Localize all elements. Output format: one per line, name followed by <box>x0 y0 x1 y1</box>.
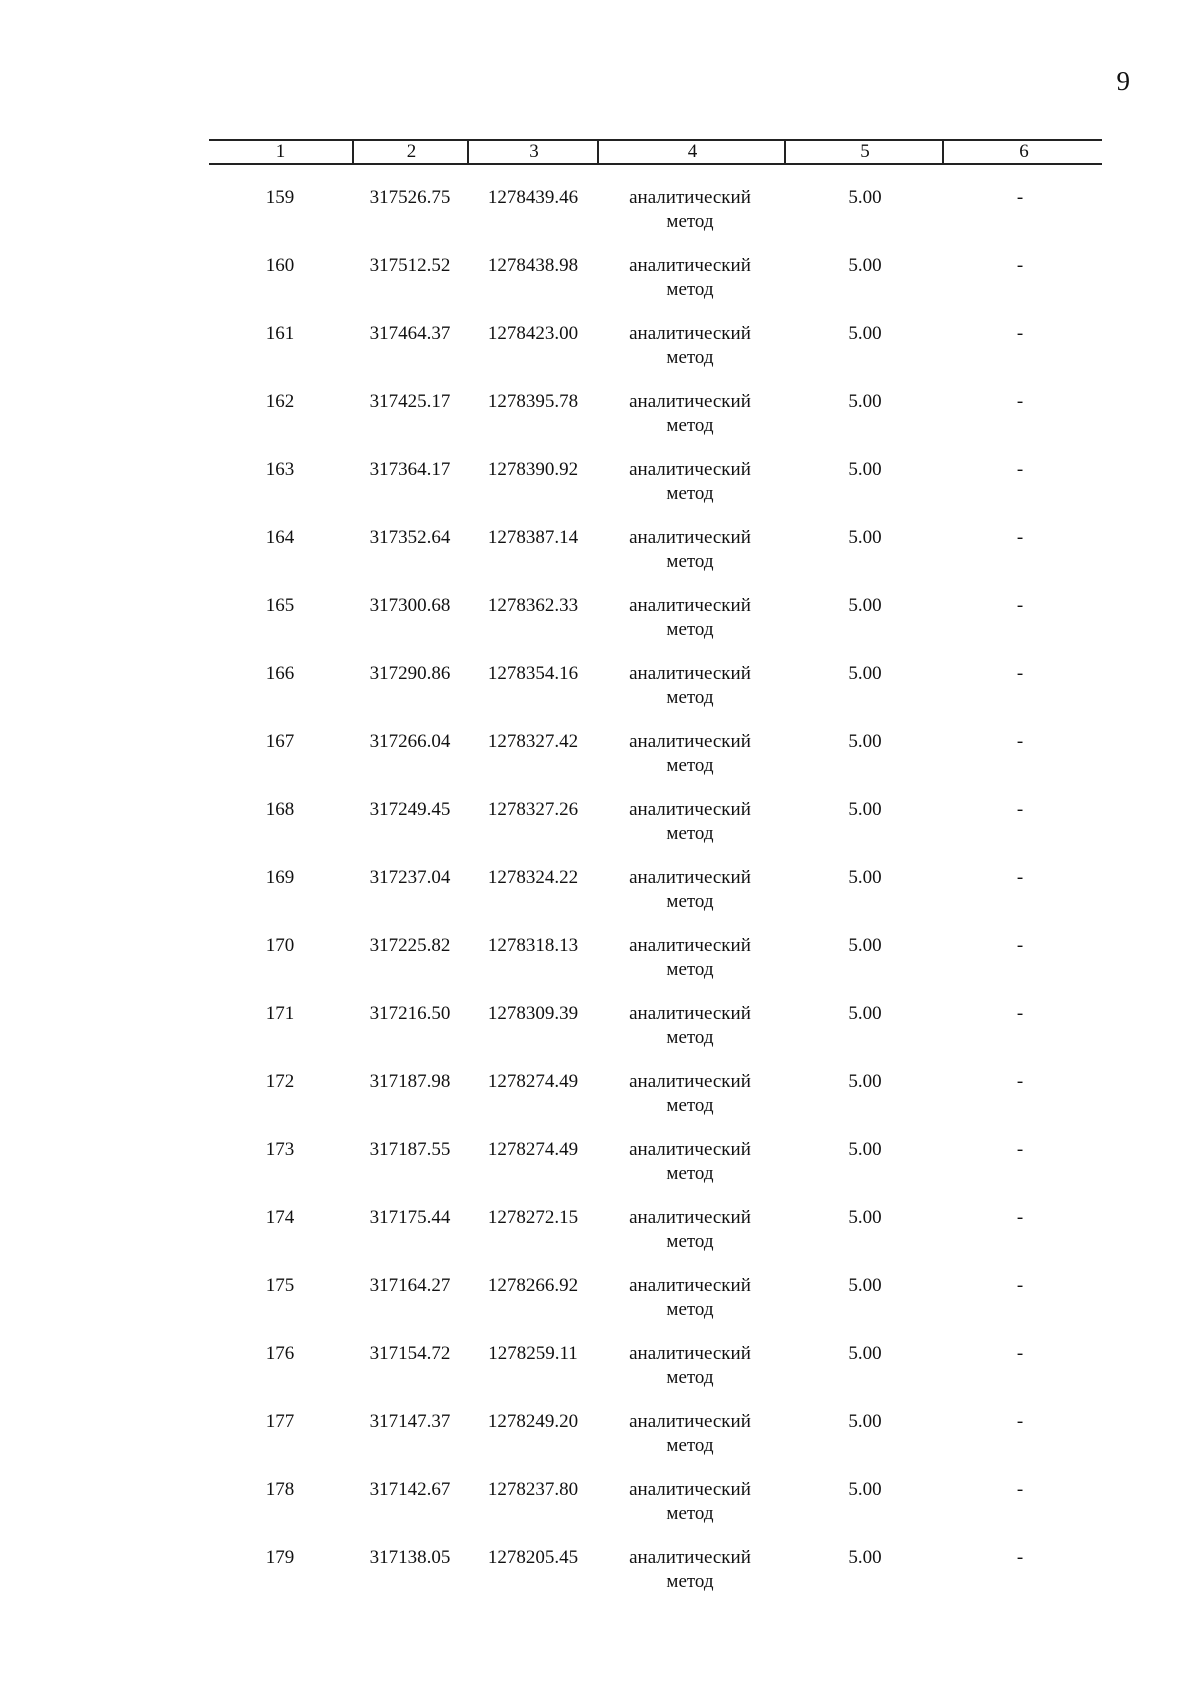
accuracy-value: 5.00 <box>848 1411 882 1432</box>
note-value: - <box>1016 1343 1024 1364</box>
accuracy-value: 5.00 <box>848 595 882 616</box>
method-cell <box>610 1070 770 1118</box>
method-line-2: метод <box>666 619 714 640</box>
point-number: 177 <box>265 1411 295 1432</box>
coordinate-x: 317290.86 <box>369 663 451 684</box>
method-line-2: метод <box>666 415 714 436</box>
accuracy-value: 5.00 <box>848 731 882 752</box>
table-row <box>0 186 1200 242</box>
method-line-1: аналитический <box>629 187 751 208</box>
point-number: 160 <box>265 255 295 276</box>
accuracy-value: 5.00 <box>848 1003 882 1024</box>
table-row <box>0 594 1200 650</box>
table-row <box>0 1002 1200 1058</box>
coordinate-x: 317225.82 <box>369 935 451 956</box>
column-header-5: 5 <box>784 141 944 163</box>
table-row <box>0 526 1200 582</box>
column-header-6: 6 <box>942 141 1104 163</box>
accuracy-value: 5.00 <box>848 663 882 684</box>
coordinate-y: 1278272.15 <box>487 1207 579 1228</box>
point-number: 163 <box>265 459 295 480</box>
table-row <box>0 390 1200 446</box>
coordinate-x: 317164.27 <box>369 1275 451 1296</box>
method-line-1: аналитический <box>629 255 751 276</box>
method-line-2: метод <box>666 1231 714 1252</box>
table-row <box>0 458 1200 514</box>
note-value: - <box>1016 1139 1024 1160</box>
table-row <box>0 1478 1200 1534</box>
note-value: - <box>1016 595 1024 616</box>
coordinate-x: 317187.55 <box>369 1139 451 1160</box>
table-row <box>0 1342 1200 1398</box>
coordinate-y: 1278439.46 <box>487 187 579 208</box>
accuracy-value: 5.00 <box>848 1479 882 1500</box>
coordinate-y: 1278395.78 <box>487 391 579 412</box>
note-value: - <box>1016 1275 1024 1296</box>
point-number: 178 <box>265 1479 295 1500</box>
coordinate-y: 1278327.42 <box>487 731 579 752</box>
accuracy-value: 5.00 <box>848 323 882 344</box>
method-line-2: метод <box>666 1299 714 1320</box>
method-line-1: аналитический <box>629 799 751 820</box>
coordinate-x: 317154.72 <box>369 1343 451 1364</box>
accuracy-value: 5.00 <box>848 1071 882 1092</box>
note-value: - <box>1016 187 1024 208</box>
table-header <box>209 139 1102 165</box>
table-row <box>0 322 1200 378</box>
note-value: - <box>1016 459 1024 480</box>
method-cell <box>610 458 770 506</box>
method-cell <box>610 254 770 302</box>
method-line-1: аналитический <box>629 867 751 888</box>
coordinate-y: 1278249.20 <box>487 1411 579 1432</box>
table-row <box>0 1206 1200 1262</box>
coordinate-x: 317237.04 <box>369 867 451 888</box>
method-cell <box>610 1478 770 1526</box>
note-value: - <box>1016 323 1024 344</box>
accuracy-value: 5.00 <box>848 527 882 548</box>
method-line-2: метод <box>666 211 714 232</box>
point-number: 165 <box>265 595 295 616</box>
method-line-1: аналитический <box>629 595 751 616</box>
table-row <box>0 662 1200 718</box>
accuracy-value: 5.00 <box>848 1547 882 1568</box>
method-line-2: метод <box>666 1503 714 1524</box>
method-line-1: аналитический <box>629 1275 751 1296</box>
accuracy-value: 5.00 <box>848 867 882 888</box>
method-line-2: метод <box>666 755 714 776</box>
method-line-2: метод <box>666 1435 714 1456</box>
method-line-2: метод <box>666 687 714 708</box>
point-number: 179 <box>265 1547 295 1568</box>
method-cell <box>610 186 770 234</box>
note-value: - <box>1016 1479 1024 1500</box>
point-number: 171 <box>265 1003 295 1024</box>
note-value: - <box>1016 391 1024 412</box>
point-number: 161 <box>265 323 295 344</box>
coordinate-x: 317249.45 <box>369 799 451 820</box>
point-number: 172 <box>265 1071 295 1092</box>
method-cell <box>610 730 770 778</box>
coordinate-x: 317138.05 <box>369 1547 451 1568</box>
method-cell <box>610 934 770 982</box>
coordinate-y: 1278259.11 <box>488 1343 578 1364</box>
accuracy-value: 5.00 <box>848 391 882 412</box>
method-line-2: метод <box>666 1571 714 1592</box>
table-row <box>0 866 1200 922</box>
accuracy-value: 5.00 <box>848 1275 882 1296</box>
method-line-1: аналитический <box>629 527 751 548</box>
coordinate-y: 1278423.00 <box>487 323 579 344</box>
method-cell <box>610 1206 770 1254</box>
accuracy-value: 5.00 <box>848 255 882 276</box>
method-line-2: метод <box>666 959 714 980</box>
coordinate-x: 317216.50 <box>369 1003 451 1024</box>
method-cell <box>610 322 770 370</box>
point-number: 164 <box>265 527 295 548</box>
method-cell <box>610 1342 770 1390</box>
note-value: - <box>1016 527 1024 548</box>
method-cell <box>610 1546 770 1594</box>
table-row <box>0 730 1200 786</box>
point-number: 175 <box>265 1275 295 1296</box>
method-line-1: аналитический <box>629 1411 751 1432</box>
method-line-1: аналитический <box>629 1139 751 1160</box>
note-value: - <box>1016 1071 1024 1092</box>
coordinate-y: 1278274.49 <box>487 1139 579 1160</box>
point-number: 173 <box>265 1139 295 1160</box>
note-value: - <box>1016 799 1024 820</box>
table-row <box>0 1070 1200 1126</box>
method-line-1: аналитический <box>629 1343 751 1364</box>
accuracy-value: 5.00 <box>848 935 882 956</box>
table-row <box>0 1274 1200 1330</box>
coordinate-x: 317175.44 <box>369 1207 451 1228</box>
coordinate-x: 317425.17 <box>369 391 451 412</box>
coordinate-x: 317364.17 <box>369 459 451 480</box>
note-value: - <box>1016 1411 1024 1432</box>
coordinate-y: 1278309.39 <box>487 1003 579 1024</box>
accuracy-value: 5.00 <box>848 799 882 820</box>
method-line-1: аналитический <box>629 1207 751 1228</box>
note-value: - <box>1016 255 1024 276</box>
point-number: 174 <box>265 1207 295 1228</box>
method-line-1: аналитический <box>629 391 751 412</box>
coordinate-y: 1278266.92 <box>487 1275 579 1296</box>
coordinate-x: 317187.98 <box>369 1071 451 1092</box>
table-row <box>0 1410 1200 1466</box>
coordinate-y: 1278237.80 <box>487 1479 579 1500</box>
table-row <box>0 934 1200 990</box>
method-cell <box>610 1002 770 1050</box>
note-value: - <box>1016 1003 1024 1024</box>
note-value: - <box>1016 1547 1024 1568</box>
column-header-4: 4 <box>597 141 786 163</box>
method-line-2: метод <box>666 347 714 368</box>
note-value: - <box>1016 663 1024 684</box>
column-header-3: 3 <box>467 141 599 163</box>
method-line-2: метод <box>666 1027 714 1048</box>
method-cell <box>610 594 770 642</box>
point-number: 170 <box>265 935 295 956</box>
note-value: - <box>1016 867 1024 888</box>
method-line-1: аналитический <box>629 731 751 752</box>
coordinate-y: 1278274.49 <box>487 1071 579 1092</box>
coordinate-y: 1278318.13 <box>487 935 579 956</box>
table-row <box>0 254 1200 310</box>
method-line-1: аналитический <box>629 663 751 684</box>
point-number: 176 <box>265 1343 295 1364</box>
accuracy-value: 5.00 <box>848 1343 882 1364</box>
coordinate-y: 1278438.98 <box>487 255 579 276</box>
method-line-1: аналитический <box>629 935 751 956</box>
coordinate-y: 1278390.92 <box>487 459 579 480</box>
accuracy-value: 5.00 <box>848 187 882 208</box>
point-number: 159 <box>265 187 295 208</box>
method-line-1: аналитический <box>629 1003 751 1024</box>
coordinate-y: 1278362.33 <box>487 595 579 616</box>
method-line-2: метод <box>666 551 714 572</box>
note-value: - <box>1016 935 1024 956</box>
column-header-1: 1 <box>275 141 286 162</box>
coordinate-x: 317512.52 <box>369 255 451 276</box>
method-line-1: аналитический <box>629 1547 751 1568</box>
method-line-1: аналитический <box>629 1479 751 1500</box>
method-line-2: метод <box>666 483 714 504</box>
note-value: - <box>1016 1207 1024 1228</box>
method-line-2: метод <box>666 279 714 300</box>
page-number: 9 <box>1116 66 1130 96</box>
coordinate-x: 317266.04 <box>369 731 451 752</box>
method-cell <box>610 1274 770 1322</box>
method-line-2: метод <box>666 823 714 844</box>
table-row <box>0 1138 1200 1194</box>
coordinate-x: 317526.75 <box>369 187 451 208</box>
method-cell <box>610 1410 770 1458</box>
column-header-2: 2 <box>352 141 469 163</box>
method-cell <box>610 1138 770 1186</box>
coordinate-y: 1278387.14 <box>487 527 579 548</box>
coordinate-y: 1278327.26 <box>487 799 579 820</box>
coordinate-y: 1278324.22 <box>487 867 579 888</box>
accuracy-value: 5.00 <box>848 1139 882 1160</box>
method-line-1: аналитический <box>629 1071 751 1092</box>
method-line-2: метод <box>666 1163 714 1184</box>
coordinate-x: 317352.64 <box>369 527 451 548</box>
method-line-2: метод <box>666 1367 714 1388</box>
method-cell <box>610 662 770 710</box>
coordinate-x: 317464.37 <box>369 323 451 344</box>
table-row <box>0 798 1200 854</box>
method-cell <box>610 798 770 846</box>
coordinate-x: 317142.67 <box>369 1479 451 1500</box>
method-cell <box>610 866 770 914</box>
point-number: 169 <box>265 867 295 888</box>
point-number: 162 <box>265 391 295 412</box>
method-line-1: аналитический <box>629 323 751 344</box>
method-cell <box>610 526 770 574</box>
point-number: 166 <box>265 663 295 684</box>
table-row <box>0 1546 1200 1602</box>
method-line-1: аналитический <box>629 459 751 480</box>
coordinate-x: 317147.37 <box>369 1411 451 1432</box>
coordinate-x: 317300.68 <box>369 595 451 616</box>
note-value: - <box>1016 731 1024 752</box>
accuracy-value: 5.00 <box>848 459 882 480</box>
method-line-2: метод <box>666 1095 714 1116</box>
point-number: 167 <box>265 731 295 752</box>
method-line-2: метод <box>666 891 714 912</box>
coordinate-y: 1278205.45 <box>487 1547 579 1568</box>
point-number: 168 <box>265 799 295 820</box>
accuracy-value: 5.00 <box>848 1207 882 1228</box>
method-cell <box>610 390 770 438</box>
coordinate-y: 1278354.16 <box>487 663 579 684</box>
